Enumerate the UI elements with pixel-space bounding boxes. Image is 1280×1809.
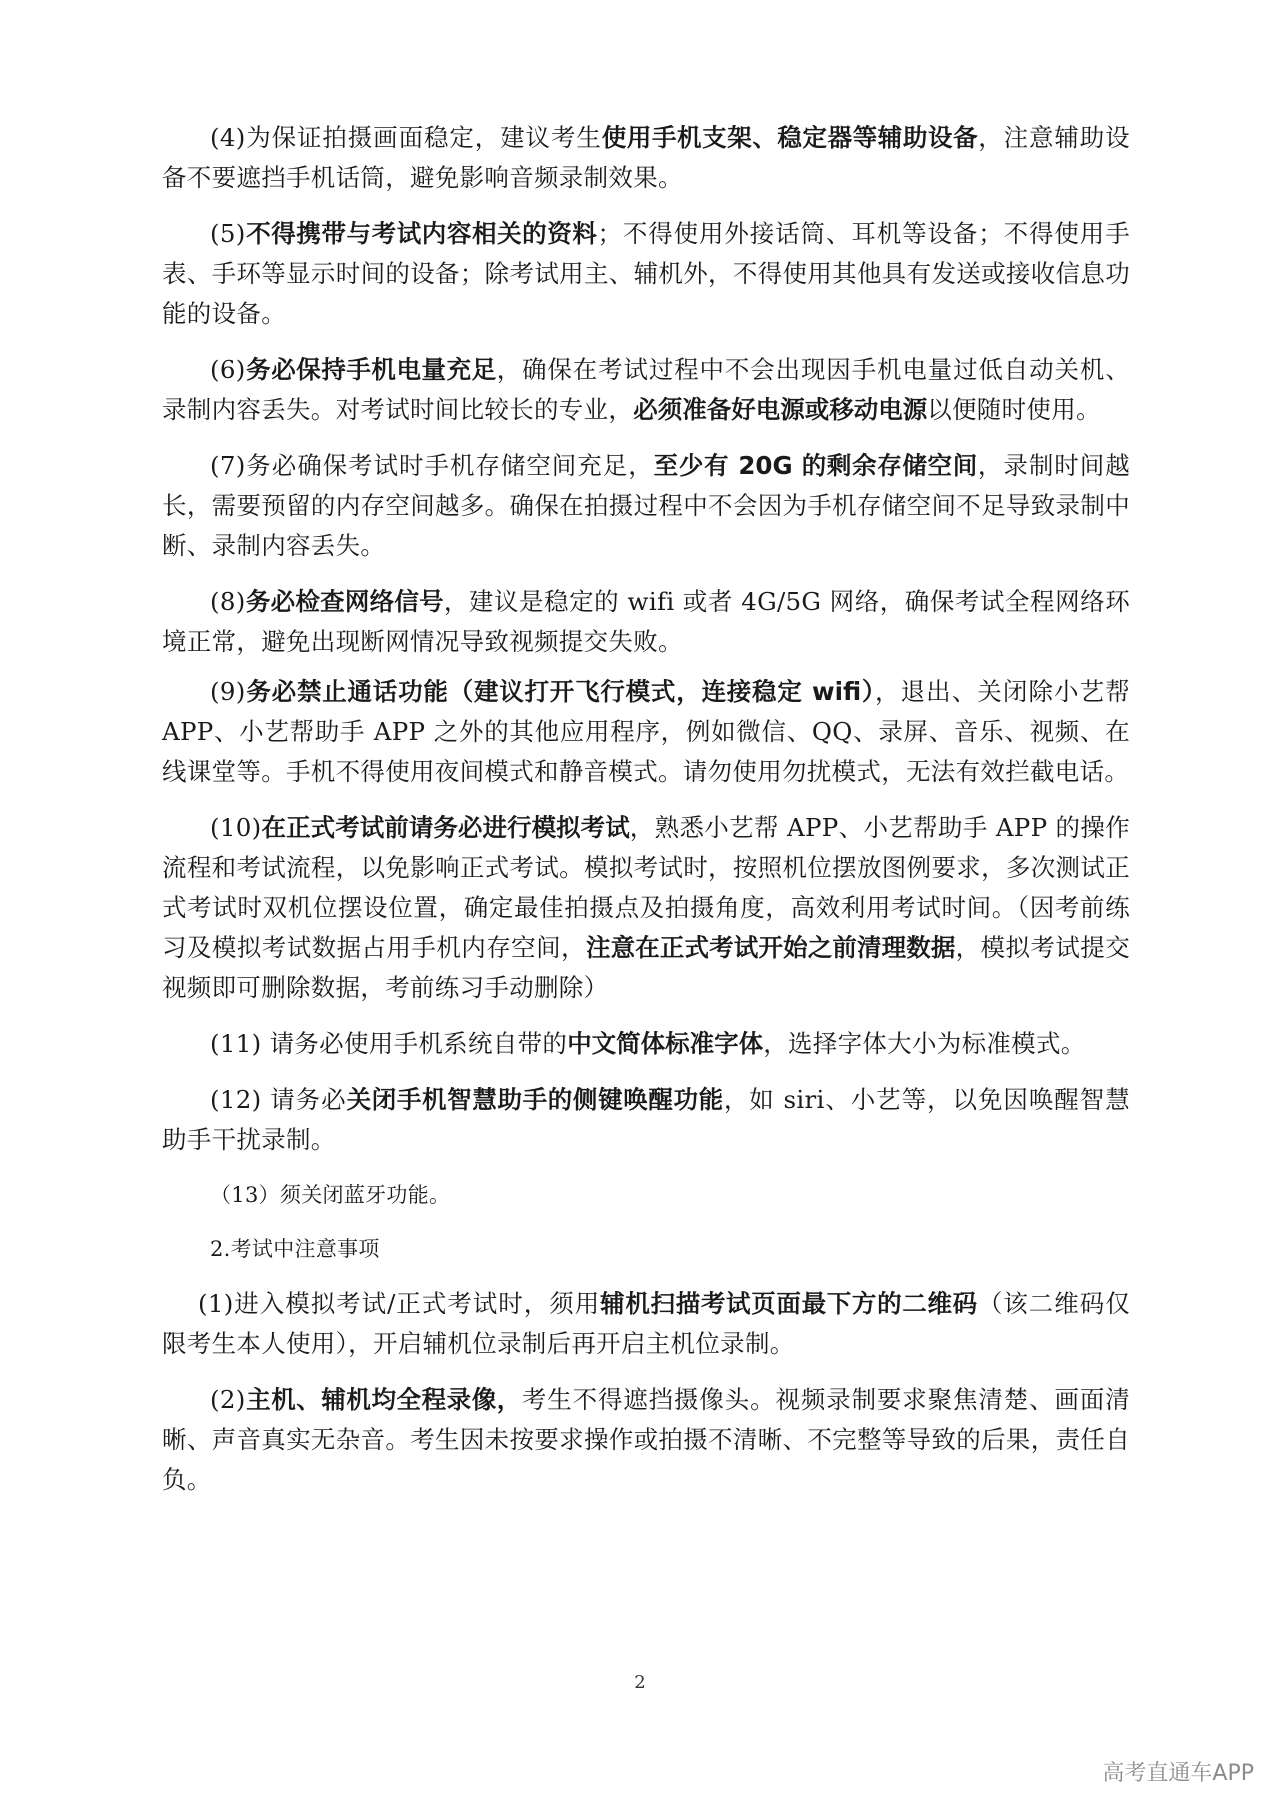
body-text: (12) 请务必 [210,1085,347,1114]
body-text: (10) [210,813,262,842]
emphasis-text: 主机、辅机均全程录像， [245,1385,522,1414]
emphasis-text: 务必禁止通话功能（建议打开飞行模式，连接稳定 wifi） [245,677,875,706]
emphasis-text: 关闭手机智慧助手的侧键唤醒功能 [346,1085,724,1114]
paragraph-exam-item-2 [162,1380,1130,1500]
paragraph-item-10 [162,808,1130,1008]
body-text: ，确保在考试过程中不会出现因手机电量过低自动关机、录制内容丢失。对考试时间比较长的专业， [162,355,1130,424]
emphasis-text: 辅机扫描考试页面最下方的二维码 [600,1289,978,1318]
body-text: (4)为保证拍摄画面稳定，建议考生 [210,123,602,152]
body-text: (1)进入模拟考试/正式考试时，须用 [198,1289,601,1318]
paragraph-exam-item-1 [162,1284,1130,1364]
paragraph-item-13 [162,1176,1130,1214]
body-text: ，模拟考试提交视频即可删除数据，考前练习手动删除） [162,933,1130,1002]
body-text: （该二维码仅限考生本人使用），开启辅机位录制后再开启主机位录制。 [162,1289,1130,1358]
paragraph-item-6 [162,350,1130,430]
body-text: (5) [210,219,246,248]
body-text: ；不得使用外接话筒、耳机等设备；不得使用手表、手环等显示时间的设备；除考试用主、辅机外，不得使用其他具有发送或接收信息功能的设备。 [162,219,1130,328]
emphasis-text: 务必保持手机电量充足 [245,355,497,384]
paragraph-item-9 [162,672,1130,792]
paragraph-item-11 [162,1024,1130,1064]
paragraph-item-12 [162,1080,1130,1160]
body-text: 以便随时使用。 [927,395,1101,424]
body-text: (2) [210,1385,246,1414]
watermark-text: 高考直通车APP [1102,1761,1254,1786]
body-text: (7)务必确保考试时手机存储空间充足， [210,451,654,480]
body-text: ，退出、关闭除小艺帮 APP、小艺帮助手 APP 之外的其他应用程序，例如微信、QQ、录屏、音乐、视频、在线课堂等。手机不得使用夜间模式和静音模式。请勿使用勿扰模式，无法有效拦截电话。 [162,677,1131,786]
document-body [162,118,1130,1516]
emphasis-text: 在正式考试前请务必进行模拟考试 [261,813,630,842]
body-text: ，注意辅助设备不要遮挡手机话筒，避免影响音频录制效果。 [162,123,1130,192]
body-text: （13）须关闭蓝牙功能。 [210,1183,451,1207]
emphasis-text: 必须准备好电源或移动电源 [633,395,928,424]
paragraph-item-8 [162,582,1130,662]
emphasis-text: 中文简体标准字体 [567,1029,764,1058]
paragraph-section-2-heading [162,1230,1130,1268]
emphasis-text: 不得携带与考试内容相关的资料 [245,219,598,248]
body-text: ，选择字体大小为标准模式。 [763,1029,1086,1058]
body-text: ，熟悉小艺帮 APP、小艺帮助手 APP 的操作流程和考试流程，以免影响正式考试。模拟考试时，按照机位摆放图例要求，多次测试正式考试时双机位摆设位置，确定最佳拍摄点及拍摄角度，高效利用考试时间。（因考前练习及模拟考试数据占用手机内存空间， [162,813,1131,962]
body-text: (6) [210,355,246,384]
paragraph-item-7 [162,446,1130,566]
body-text: ，如 siri、小艺等，以免因唤醒智慧助手干扰录制。 [162,1085,1130,1154]
paragraph-item-4 [162,118,1130,198]
body-text: (9) [210,677,246,706]
body-text: (11) 请务必使用手机系统自带的 [210,1029,568,1058]
page-number: 2 [634,1672,646,1693]
emphasis-text: 使用手机支架、稳定器等辅助设备 [601,123,979,152]
paragraph-item-5 [162,214,1130,334]
emphasis-text: 务必检查网络信号 [245,587,444,616]
body-text: (8) [210,587,246,616]
body-text: 2.考试中注意事项 [210,1237,380,1261]
body-text: ，录制时间越长，需要预留的内存空间越多。确保在拍摄过程中不会因为手机存储空间不足导致录制中断、录制内容丢失。 [162,451,1131,560]
body-text: ，建议是稳定的 wifi 或者 4G/5G 网络，确保考试全程网络环境正常，避免出现断网情况导致视频提交失败。 [162,587,1130,656]
emphasis-text: 注意在正式考试开始之前清理数据 [585,933,956,962]
body-text: 考生不得遮挡摄像头。视频录制要求聚焦清楚、画面清晰、声音真实无杂音。考生因未按要求操作或拍摄不清晰、不完整等导致的后果，责任自负。 [162,1385,1130,1494]
emphasis-text: 至少有 20G 的剩余存储空间 [653,451,978,480]
